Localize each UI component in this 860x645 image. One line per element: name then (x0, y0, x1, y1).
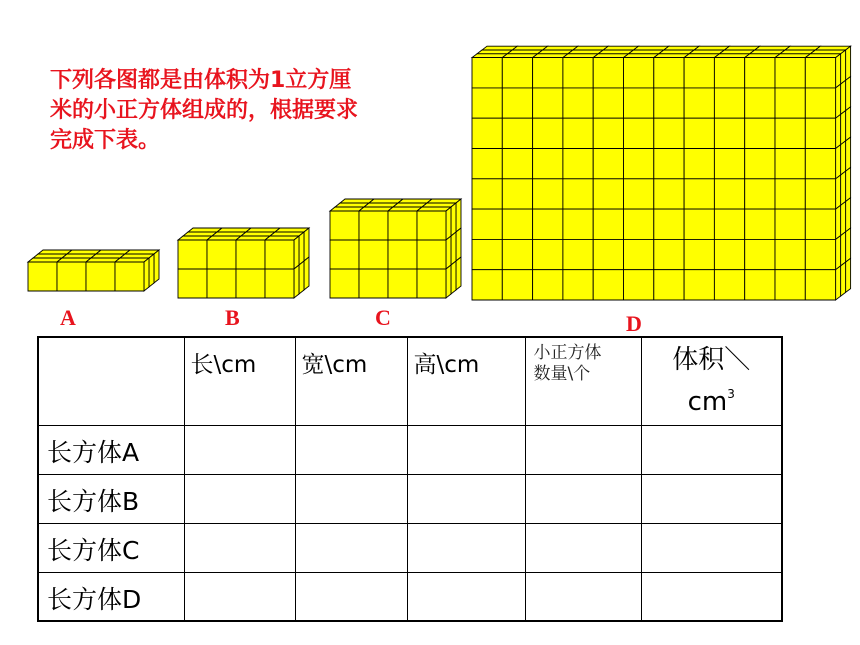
cube-front-face (563, 118, 593, 148)
cube-front-face (745, 209, 775, 239)
cube-front-face (714, 179, 744, 209)
cube-front-face (624, 149, 654, 179)
cube-top-face (745, 54, 780, 58)
cube-top-face (275, 228, 309, 232)
cube-front-face (533, 118, 563, 148)
cube-top-face (236, 236, 270, 240)
cube-side-face (446, 265, 451, 298)
cube-front-face (805, 270, 835, 300)
cube-top-face (785, 46, 820, 50)
cube-top-face (593, 54, 628, 58)
cube-front-face (388, 211, 417, 240)
cube-front-face (593, 209, 623, 239)
cube-front-face (654, 179, 684, 209)
cube-front-face (533, 270, 563, 300)
cube-side-face (299, 232, 304, 265)
cube-front-face (624, 270, 654, 300)
cube-front-face (533, 209, 563, 239)
cube-front-face (654, 239, 684, 269)
cube-side-face (144, 258, 149, 291)
cube-front-face (502, 209, 532, 239)
cube-top-face (340, 199, 374, 203)
cube-front-face (563, 209, 593, 239)
cell-a-height[interactable] (407, 425, 525, 474)
cube-front-face (472, 149, 502, 179)
cube-front-face (502, 118, 532, 148)
table-row (38, 523, 782, 572)
cell-b-count[interactable] (525, 474, 641, 523)
cube-front-face (359, 211, 388, 240)
cell-b-volume[interactable] (641, 474, 782, 523)
table-row (38, 474, 782, 523)
cube-side-face (149, 254, 154, 287)
cube-front-face (714, 58, 744, 88)
header-height: 高\cm (407, 337, 525, 425)
row-label-d: 长方体D (38, 572, 184, 621)
cube-top-face (694, 46, 729, 50)
cube-front-face (115, 262, 144, 291)
cube-front-face (593, 239, 623, 269)
cube-front-face (502, 270, 532, 300)
cube-front-face (684, 149, 714, 179)
cube-top-face (543, 46, 578, 50)
cube-front-face (388, 240, 417, 269)
cube-top-face (724, 46, 759, 50)
cube-top-face (603, 46, 638, 50)
cube-front-face (714, 149, 744, 179)
cube-top-face (538, 50, 573, 54)
cube-front-face (684, 88, 714, 118)
cube-top-face (57, 258, 91, 262)
cube-front-face (236, 269, 265, 298)
cube-front-face (502, 88, 532, 118)
cube-side-face (451, 203, 456, 236)
cube-front-face (745, 118, 775, 148)
cube-front-face (236, 240, 265, 269)
table-header-row (38, 337, 782, 425)
cube-side-face (836, 205, 841, 239)
cube-top-face (120, 254, 154, 258)
cube-front-face (502, 239, 532, 269)
cube-front-face (654, 270, 684, 300)
cube-front-face (472, 179, 502, 209)
cube-front-face (624, 209, 654, 239)
cube-front-face (593, 149, 623, 179)
header-empty-cell (38, 337, 184, 425)
cell-d-count[interactable] (525, 572, 641, 621)
cube-top-face (563, 54, 598, 58)
cube-top-face (482, 46, 517, 50)
cube-side-face (294, 265, 299, 298)
cube-front-face (624, 179, 654, 209)
row-label-c: 长方体C (38, 523, 184, 572)
cube-front-face (745, 58, 775, 88)
cube-front-face (472, 88, 502, 118)
cube-front-face (745, 239, 775, 269)
cube-front-face (533, 58, 563, 88)
cube-side-face (846, 258, 851, 292)
cube-top-face (335, 203, 369, 207)
cube-side-face (299, 261, 304, 294)
cube-front-face (775, 270, 805, 300)
cube-top-face (512, 46, 547, 50)
table-row (38, 572, 782, 621)
cube-front-face (775, 239, 805, 269)
cube-front-face (28, 262, 57, 291)
cube-top-face (86, 258, 120, 262)
cube-side-face (304, 228, 309, 261)
cube-front-face (178, 240, 207, 269)
cube-side-face (836, 114, 841, 148)
cube-top-face (246, 228, 280, 232)
cube-front-face (265, 240, 294, 269)
cube-side-face (446, 236, 451, 269)
cube-front-face (593, 270, 623, 300)
cell-c-height[interactable] (407, 523, 525, 572)
cube-top-face (359, 207, 393, 211)
cube-front-face (654, 58, 684, 88)
cell-c-count[interactable] (525, 523, 641, 572)
cell-a-volume[interactable] (641, 425, 782, 474)
cuboid-d (472, 46, 851, 300)
cell-d-width[interactable] (295, 572, 407, 621)
cube-side-face (836, 54, 841, 88)
cube-front-face (684, 58, 714, 88)
cube-front-face (775, 58, 805, 88)
cube-top-face (755, 46, 790, 50)
cube-top-face (780, 50, 815, 54)
cube-front-face (593, 88, 623, 118)
cuboid-b (178, 228, 309, 298)
cube-top-face (507, 50, 542, 54)
prompt-line-2: 米的小正方体组成的，根据要求 (50, 98, 359, 123)
cube-top-face (217, 228, 251, 232)
cube-side-face (841, 141, 846, 175)
cube-front-face (207, 240, 236, 269)
cube-top-face (634, 46, 669, 50)
cube-top-face (714, 54, 749, 58)
cube-front-face (563, 58, 593, 88)
cube-top-face (573, 46, 608, 50)
cube-front-face (593, 118, 623, 148)
header-width: 宽\cm (295, 337, 407, 425)
cell-a-length[interactable] (184, 425, 295, 474)
cube-side-face (304, 257, 309, 290)
header-volume-line2 (642, 377, 782, 419)
cube-front-face (745, 88, 775, 118)
cube-front-face (714, 239, 744, 269)
prompt-line-3: 完成下表。 (50, 128, 161, 153)
cube-front-face (714, 118, 744, 148)
cube-side-face (846, 77, 851, 111)
cube-front-face (805, 88, 835, 118)
cube-side-face (451, 232, 456, 265)
cube-front-face (624, 118, 654, 148)
cube-front-face (472, 270, 502, 300)
cube-top-face (212, 232, 246, 236)
cube-side-face (836, 145, 841, 179)
cell-c-length[interactable] (184, 523, 295, 572)
cube-front-face (417, 211, 446, 240)
cell-a-count[interactable] (525, 425, 641, 474)
cube-front-face (714, 270, 744, 300)
cube-side-face (841, 202, 846, 236)
cube-front-face (654, 88, 684, 118)
cube-front-face (775, 118, 805, 148)
cube-front-face (178, 269, 207, 298)
header-cube-count-line1: 小正方体 (533, 343, 602, 363)
cube-top-face (96, 250, 130, 254)
cube-front-face (533, 179, 563, 209)
cube-front-face (502, 179, 532, 209)
cube-front-face (472, 58, 502, 88)
cube-side-face (456, 228, 461, 261)
cube-front-face (624, 88, 654, 118)
cube-front-face (805, 58, 835, 88)
cube-top-face (33, 254, 67, 258)
figure-label-b: B (225, 305, 240, 330)
cube-side-face (841, 50, 846, 84)
cube-top-face (91, 254, 125, 258)
cube-front-face (745, 149, 775, 179)
cube-top-face (28, 258, 62, 262)
cube-top-face (369, 199, 403, 203)
cube-front-face (563, 239, 593, 269)
cube-front-face (775, 179, 805, 209)
figure-label-c: C (375, 305, 391, 330)
cube-side-face (836, 266, 841, 300)
cube-side-face (456, 199, 461, 232)
cube-top-face (810, 50, 845, 54)
cube-top-face (805, 54, 840, 58)
cube-top-face (775, 54, 810, 58)
cell-d-length[interactable] (184, 572, 295, 621)
cube-top-face (270, 232, 304, 236)
cube-front-face (417, 240, 446, 269)
cube-front-face (330, 269, 359, 298)
cube-front-face (684, 239, 714, 269)
cube-side-face (846, 137, 851, 171)
cube-front-face (563, 179, 593, 209)
cube-top-face (398, 199, 432, 203)
cube-top-face (241, 232, 275, 236)
cube-top-face (38, 250, 72, 254)
cube-top-face (427, 199, 461, 203)
cube-side-face (294, 236, 299, 269)
cube-front-face (654, 118, 684, 148)
row-label-a: 长方体A (38, 425, 184, 474)
cube-front-face (775, 88, 805, 118)
cube-front-face (330, 211, 359, 240)
cube-front-face (775, 209, 805, 239)
cube-side-face (846, 46, 851, 80)
cube-side-face (841, 232, 846, 266)
header-volume-unit: cm (687, 387, 728, 417)
cube-front-face (805, 149, 835, 179)
cell-c-width[interactable] (295, 523, 407, 572)
cube-top-face (388, 207, 422, 211)
cube-top-face (477, 50, 512, 54)
cube-side-face (154, 250, 159, 283)
cube-top-face (684, 54, 719, 58)
cube-side-face (836, 84, 841, 118)
cube-front-face (624, 239, 654, 269)
cube-front-face (624, 58, 654, 88)
cube-front-face (684, 270, 714, 300)
cell-b-width[interactable] (295, 474, 407, 523)
cube-front-face (775, 149, 805, 179)
cube-top-face (265, 236, 299, 240)
cube-top-face (750, 50, 785, 54)
cube-top-face (654, 54, 689, 58)
cube-side-face (836, 175, 841, 209)
cube-front-face (563, 149, 593, 179)
cube-top-face (178, 236, 212, 240)
cube-top-face (664, 46, 699, 50)
cube-top-face (533, 54, 568, 58)
cube-top-face (629, 50, 664, 54)
cube-front-face (533, 239, 563, 269)
cube-front-face (359, 269, 388, 298)
cube-top-face (568, 50, 603, 54)
cube-front-face (593, 58, 623, 88)
header-volume (641, 337, 782, 425)
cube-side-face (841, 80, 846, 114)
figure-label-d: D (626, 311, 642, 336)
cube-side-face (841, 262, 846, 296)
cube-side-face (841, 111, 846, 145)
cube-front-face (654, 209, 684, 239)
cube-top-face (659, 50, 694, 54)
header-volume-line1: 体积＼ (672, 345, 751, 375)
cube-top-face (330, 207, 364, 211)
cube-front-face (805, 239, 835, 269)
cube-front-face (330, 240, 359, 269)
cube-front-face (654, 149, 684, 179)
cube-front-face (563, 270, 593, 300)
cube-top-face (67, 250, 101, 254)
cube-top-face (598, 50, 633, 54)
cube-top-face (689, 50, 724, 54)
cube-front-face (684, 209, 714, 239)
cube-front-face (745, 270, 775, 300)
header-length: 长\cm (184, 337, 295, 425)
figure-label-a: A (60, 305, 76, 330)
cube-top-face (393, 203, 427, 207)
cube-top-face (207, 236, 241, 240)
cube-side-face (451, 261, 456, 294)
cube-front-face (805, 209, 835, 239)
header-cube-count-line2: 数量\个 (533, 364, 591, 384)
cube-front-face (593, 179, 623, 209)
cube-front-face (533, 88, 563, 118)
cube-front-face (472, 239, 502, 269)
cuboid-a (28, 250, 159, 291)
table-row (38, 425, 782, 474)
cell-a-width[interactable] (295, 425, 407, 474)
cube-front-face (472, 209, 502, 239)
cube-front-face (502, 149, 532, 179)
prompt-line-1: 下列各图都是由体积为1立方厘 (50, 68, 352, 93)
cube-top-face (624, 54, 659, 58)
cube-front-face (714, 209, 744, 239)
cell-d-volume[interactable] (641, 572, 782, 621)
cube-front-face (533, 149, 563, 179)
cube-top-face (417, 207, 451, 211)
cube-front-face (207, 269, 236, 298)
cube-side-face (846, 107, 851, 141)
cube-top-face (125, 250, 159, 254)
cube-front-face (417, 269, 446, 298)
cube-side-face (846, 167, 851, 201)
cube-side-face (846, 198, 851, 232)
cuboid-c (330, 199, 461, 298)
cube-front-face (805, 179, 835, 209)
cube-front-face (57, 262, 86, 291)
cube-top-face (62, 254, 96, 258)
cube-front-face (86, 262, 115, 291)
cube-top-face (719, 50, 754, 54)
cube-side-face (841, 171, 846, 205)
cell-b-height[interactable] (407, 474, 525, 523)
cube-front-face (714, 88, 744, 118)
cube-top-face (364, 203, 398, 207)
cube-top-face (815, 46, 850, 50)
cell-d-height[interactable] (407, 572, 525, 621)
cube-side-face (846, 228, 851, 262)
header-cube-count (525, 337, 641, 425)
cube-front-face (684, 179, 714, 209)
cube-front-face (502, 58, 532, 88)
cube-side-face (446, 207, 451, 240)
cuboid-table (37, 336, 783, 622)
cube-top-face (183, 232, 217, 236)
cube-front-face (472, 118, 502, 148)
cube-front-face (684, 118, 714, 148)
cube-side-face (836, 236, 841, 270)
cube-front-face (805, 118, 835, 148)
cube-front-face (563, 88, 593, 118)
cell-b-length[interactable] (184, 474, 295, 523)
cube-top-face (472, 54, 507, 58)
cube-top-face (188, 228, 222, 232)
cube-side-face (456, 257, 461, 290)
cube-top-face (502, 54, 537, 58)
row-label-b: 长方体B (38, 474, 184, 523)
cube-top-face (422, 203, 456, 207)
cube-front-face (388, 269, 417, 298)
cell-c-volume[interactable] (641, 523, 782, 572)
cube-front-face (265, 269, 294, 298)
header-volume-exponent: 3 (727, 387, 735, 401)
cube-front-face (745, 179, 775, 209)
cube-front-face (359, 240, 388, 269)
cube-top-face (115, 258, 149, 262)
